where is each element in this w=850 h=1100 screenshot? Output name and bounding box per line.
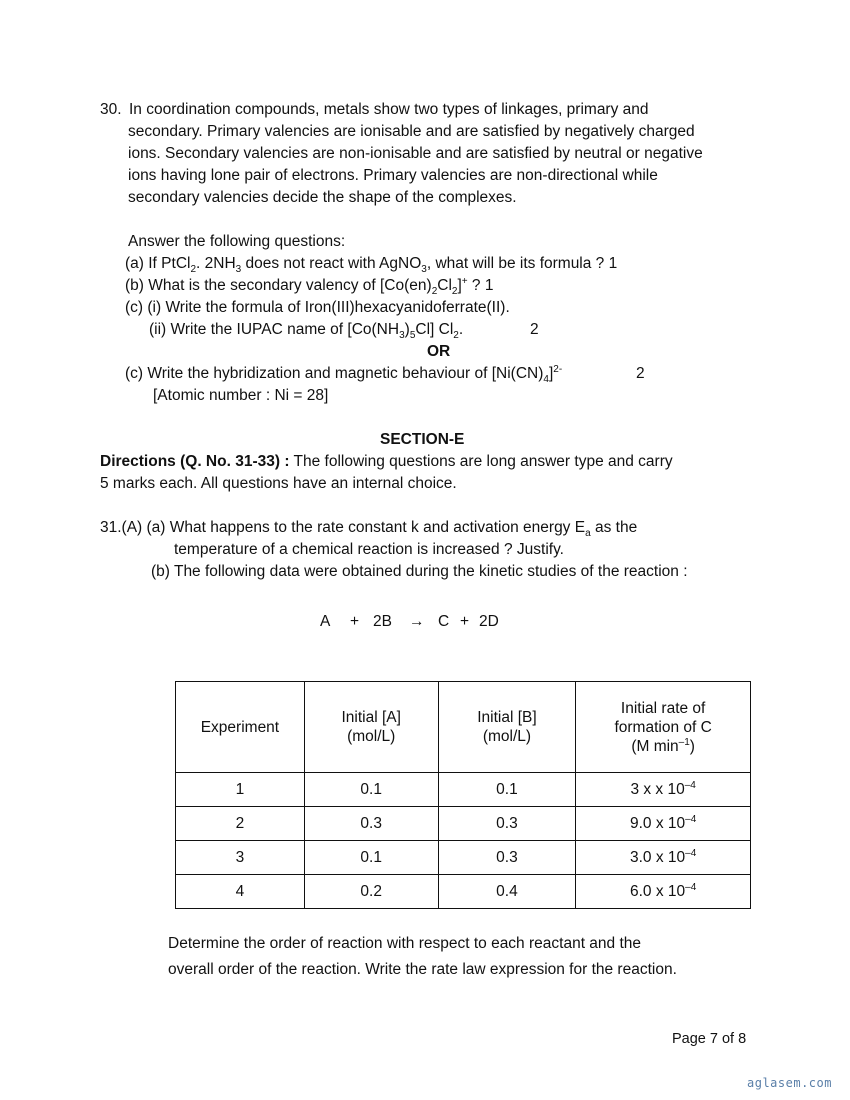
q30-part-c-alt: (c) Write the hybridization and magnetic behaviour of $[Ni(CN)_4]^{2-}$ xyxy=(125,363,563,386)
cell-experiment: 3 xyxy=(176,841,305,875)
q30-part-b: (b) What is the secondary valency of $[Co(en)_2Cl_2]^+$ ? 1 xyxy=(125,275,494,298)
q31-after-line-2: overall order of the reaction. Write the rate law expression for the reaction. xyxy=(168,961,677,978)
reactant-a: A xyxy=(320,613,331,630)
watermark: aglasem.com xyxy=(747,1076,832,1090)
cell-initial-a: 0.1 xyxy=(304,773,438,807)
table-row xyxy=(176,807,751,841)
cell-experiment: 1 xyxy=(176,773,305,807)
table-header-row xyxy=(176,682,751,773)
cell-initial-b: 0.1 xyxy=(438,773,576,807)
reactant-b: 2B xyxy=(373,613,392,630)
cell-rate: 9.0 x $10^{-4}$ xyxy=(576,807,751,841)
q30-part-a: (a) If PtCl$_2$. $2NH_3$ does not react with AgNO$_3$, what will be its formula ? 1 xyxy=(125,255,618,276)
cell-experiment: 4 xyxy=(176,875,305,909)
cell-initial-b: 0.3 xyxy=(438,841,576,875)
cell-initial-a: 0.1 xyxy=(304,841,438,875)
cell-rate: 6.0 x $10^{-4}$ xyxy=(576,875,751,909)
directions-line-2: 5 marks each. All questions have an internal choice. xyxy=(100,475,457,492)
cell-initial-b: 0.3 xyxy=(438,807,576,841)
plus-sign: + xyxy=(350,613,360,630)
header-initial-a: Initial [A] (mol/L) xyxy=(304,682,438,773)
page-number: Page 7 of 8 xyxy=(672,1031,747,1047)
q31-part-a-line-2: temperature of a chemical reaction is increased ? Justify. xyxy=(174,541,564,558)
q30-number: 30. xyxy=(100,101,122,118)
table-row xyxy=(176,773,751,807)
header-initial-b: Initial [B] (mol/L) xyxy=(438,682,576,773)
q30-line-3: ions. Secondary valencies are non-ionisable and are satisfied by neutral or negative xyxy=(128,145,703,162)
header-experiment: Experiment xyxy=(176,682,305,773)
plus-sign: + xyxy=(460,613,470,630)
cell-initial-a: 0.2 xyxy=(304,875,438,909)
cell-experiment: 2 xyxy=(176,807,305,841)
directions-line-1: Directions (Q. No. 31-33) : The following questions are long answer type and carry xyxy=(100,453,673,470)
section-title: SECTION-E xyxy=(380,431,465,448)
q30-line-5: secondary valencies decide the shape of the complexes. xyxy=(128,189,517,206)
q30-part-c-i: (c) (i) Write the formula of Iron(III)hexacyanidoferrate(II). xyxy=(125,299,510,316)
q31-part-a: 31.(A) (a) What happens to the rate constant k and activation energy $E_a$ as the xyxy=(100,519,638,540)
q30-c-alt-marks: 2 xyxy=(636,365,645,382)
arrow: → xyxy=(409,613,425,630)
q31-after-line-1: Determine the order of reaction with respect to each reactant and the xyxy=(168,935,642,952)
table-row xyxy=(176,875,751,909)
q30-part-c-ii: (ii) Write the IUPAC name of $[Co(NH_3)_5Cl]$ $Cl_2$. xyxy=(149,321,464,342)
cell-initial-a: 0.3 xyxy=(304,807,438,841)
atomic-number-note: [Atomic number : Ni = 28] xyxy=(153,387,329,404)
header-initial-rate: Initial rate of formation of C (M $\min^{-1}$) xyxy=(576,682,751,773)
kinetics-table xyxy=(175,681,751,909)
product-d: 2D xyxy=(479,613,499,630)
q31-part-b: (b) The following data were obtained during the kinetic studies of the reaction : xyxy=(151,563,688,580)
product-c: C xyxy=(438,613,450,630)
q30-c-marks: 2 xyxy=(530,321,539,338)
or-label: OR xyxy=(427,343,451,360)
q30-line-4: ions having lone pair of electrons. Primary valencies are non-directional while xyxy=(128,167,658,184)
table-row xyxy=(176,841,751,875)
q30-line-2: secondary. Primary valencies are ionisable and are satisfied by negatively charged xyxy=(128,123,695,140)
cell-rate: 3.0 x $10^{-4}$ xyxy=(576,841,751,875)
cell-initial-b: 0.4 xyxy=(438,875,576,909)
cell-rate: 3 x x $10^{-4}$ xyxy=(576,773,751,807)
q30-line-1: In coordination compounds, metals show two types of linkages, primary and xyxy=(129,101,649,118)
q30-instruction: Answer the following questions: xyxy=(128,233,346,250)
